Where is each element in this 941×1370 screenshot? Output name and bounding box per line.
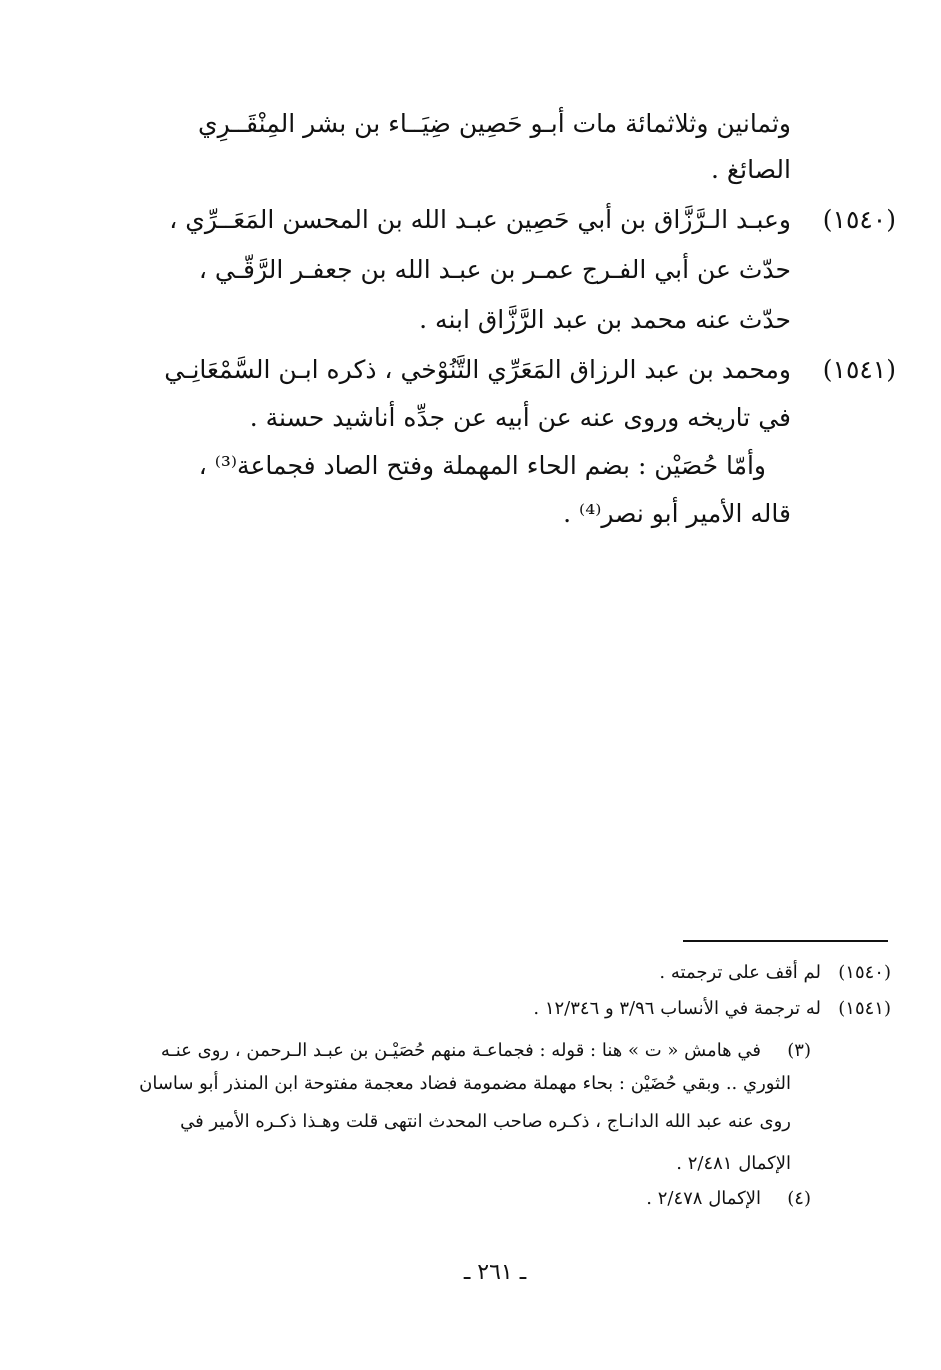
- footnote-line: لم أقف على ترجمته .: [659, 962, 821, 983]
- main-text-line: وعبـد الـرَّزَّاق بن أبي حَصِين عبـد الله بن المحسن المَعَــرِّي ،: [169, 205, 791, 234]
- footnote-line: الإكمال ٢/٤٧٨ .: [646, 1188, 761, 1209]
- main-text-line: حدّث عنه محمد بن عبد الرَّزَّاق ابنه .: [419, 305, 791, 334]
- footnote-line: له ترجمة في الأنساب ٣/٩٦ و ١٢/٣٤٦ .: [533, 998, 821, 1019]
- footnote-number: (٣): [787, 1040, 811, 1061]
- main-text-line: في تاريخه وروى عنه عن أبيه عن جدِّه أناشيد حسنة .: [249, 403, 791, 432]
- footnote-line: روى عنه عبد الله الدانـاج ، ذكـره صاحب المحدث انتهى قلت وهـذا ذكـره الأمير في: [180, 1111, 791, 1132]
- footnote-number: (٤): [787, 1188, 811, 1209]
- footnote-number: (١٥٤١): [838, 998, 891, 1019]
- main-text-line: حدّث عن أبي الفـرج عمـر بن عبـد الله بن جعفـر الرَّقّـي ،: [198, 255, 791, 284]
- footnote-line: الثوري .. وبقي حُضَيْن : بحاء مهملة مضمومة فضاد معجمة مفتوحة ابن المنذر أبو ساسان: [139, 1073, 791, 1094]
- footnote-number: (١٥٤٠): [838, 962, 891, 983]
- footnote-separator: [683, 940, 888, 942]
- entry-number: (١٥٤١): [822, 355, 896, 384]
- page-number: ـ ٢٦١ ـ: [463, 1260, 527, 1285]
- footnote-line: الإكمال ٢/٤٨١ .: [676, 1153, 791, 1174]
- main-text-line: الصائغ .: [710, 155, 791, 184]
- main-text-line: قاله الأمير أبو نصر⁽⁴⁾ .: [563, 499, 791, 528]
- main-text-line: وثمانين وثلاثمائة مات أبـو حَصِين ضِيَــاء بن بشر المِنْقَــرِي: [198, 109, 791, 138]
- entry-number: (١٥٤٠): [822, 205, 896, 234]
- main-text-line: ومحمد بن عبد الرزاق المَعَرِّي التَّنُوْخي ، ذكره ابـن السَّمْعَانِـي: [164, 355, 791, 384]
- footnote-line: في هامش « ت » هنا : قوله : فجماعـة منهم حُصَيْـن بن عبـد الـرحمن ، روى عنـه: [160, 1040, 761, 1061]
- main-text-line: وأمّا حُصَيْن : بضم الحاء المهملة وفتح الصاد فجماعة⁽³⁾ ،: [198, 451, 766, 480]
